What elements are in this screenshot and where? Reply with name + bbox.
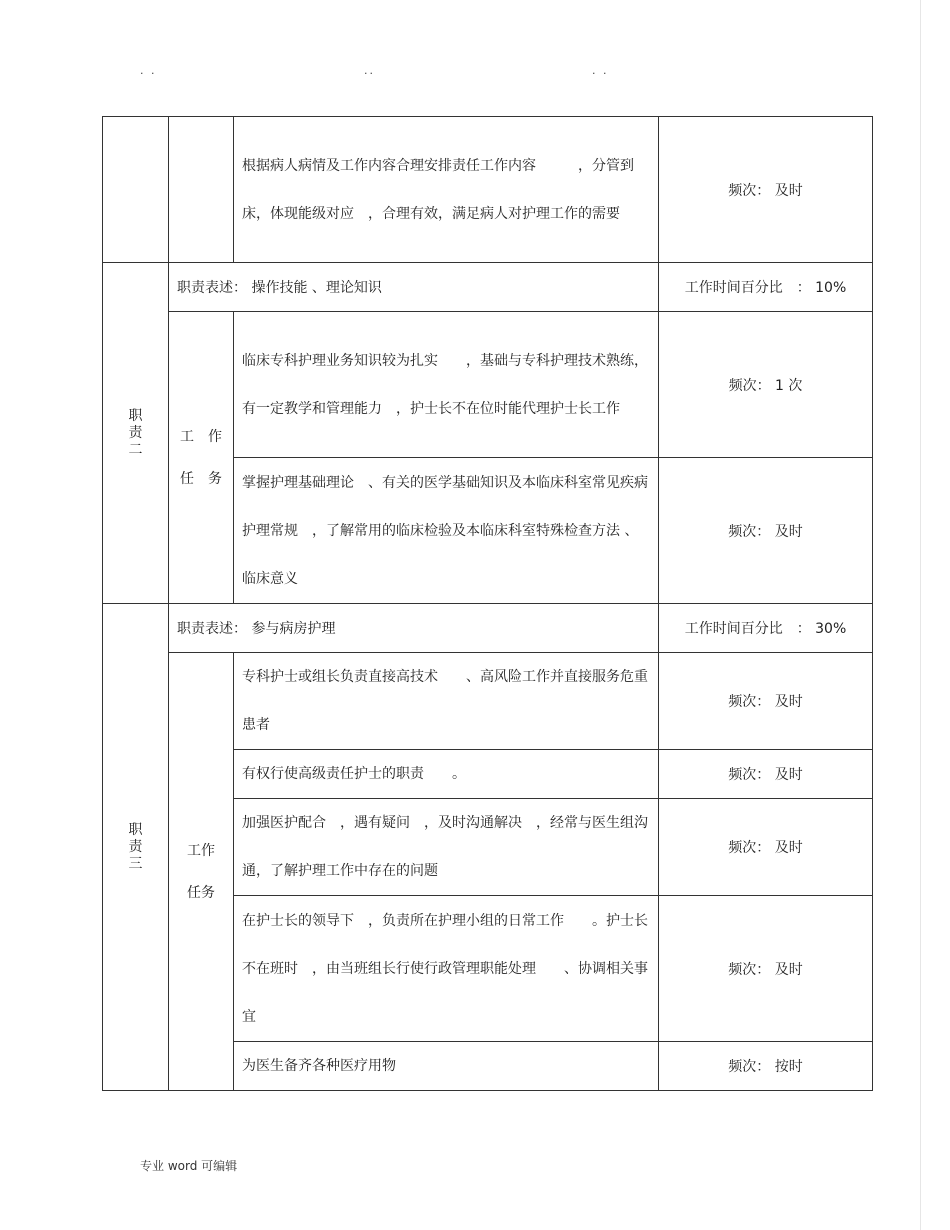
task-frequency: 频次： 及时 (659, 653, 873, 750)
task-frequency: 频次： 1 次 (659, 312, 873, 458)
task-frequency: 频次： 及时 (659, 117, 873, 263)
duty-table (102, 116, 873, 1091)
duty-description: 职责表述： 操作技能 、理论知识 (169, 263, 659, 312)
table-row (103, 263, 873, 312)
table-row (103, 653, 873, 750)
task-label-cell-empty (169, 117, 234, 263)
task-label-line: 任务 (187, 884, 215, 901)
task-frequency: 频次： 及时 (659, 750, 873, 799)
task-frequency: 频次： 及时 (659, 896, 873, 1042)
task-text: 根据病人病情及工作内容合理安排责任工作内容 ，分管到床，体现能级对应 ，合理有效，满足病人对护理工作的需要 (234, 117, 659, 263)
duty-description: 职责表述： 参与病房护理 (169, 604, 659, 653)
time-percentage: 工作时间百分比 ： 30% (659, 604, 873, 653)
duty-label: 职责二 (128, 407, 143, 458)
duty-label-cell-empty (103, 117, 169, 263)
time-percentage: 工作时间百分比 ： 10% (659, 263, 873, 312)
task-frequency: 频次： 及时 (659, 458, 873, 604)
duty-label-cell (103, 263, 169, 604)
task-text: 专科护士或组长负责直接高技术 、高风险工作并直接服务危重患者 (234, 653, 659, 750)
task-text: 为医生备齐各种医疗用物 (234, 1042, 659, 1091)
task-text: 在护士长的领导下 ，负责所在护理小组的日常工作 。护士长不在班时 ，由当班组长行使行政管理职能处理 、协调相关事宜 (234, 896, 659, 1042)
footer-note: 专业 word 可编辑 (140, 1159, 238, 1173)
table-row (103, 604, 873, 653)
task-label-line: 任 务 (180, 470, 222, 487)
task-frequency: 频次： 及时 (659, 799, 873, 896)
header-dots-middle: .. (364, 64, 375, 77)
task-label-cell (169, 312, 234, 604)
table-row (103, 312, 873, 458)
table-row (103, 117, 873, 263)
duty-label: 职责三 (128, 821, 143, 872)
task-text: 有权行使高级责任护士的职责 。 (234, 750, 659, 799)
header-dots-right: . . (592, 64, 609, 77)
duty-label-cell (103, 604, 169, 1091)
task-label-line: 工作 (187, 842, 215, 859)
task-text: 加强医护配合 ，遇有疑问 ，及时沟通解决 ，经常与医生组沟通，了解护理工作中存在的问题 (234, 799, 659, 896)
task-label-line: 工 作 (180, 428, 222, 445)
page-edge-line (920, 0, 921, 1230)
task-frequency: 频次： 按时 (659, 1042, 873, 1091)
task-text: 掌握护理基础理论 、有关的医学基础知识及本临床科室常见疾病护理常规 ，了解常用的临床检验及本临床科室特殊检查方法 、临床意义 (234, 458, 659, 604)
task-label-cell (169, 653, 234, 1091)
header-dots-left: . . (140, 64, 157, 77)
task-text: 临床专科护理业务知识较为扎实 ，基础与专科护理技术熟练，有一定教学和管理能力 ，护士长不在位时能代理护士长工作 (234, 312, 659, 458)
